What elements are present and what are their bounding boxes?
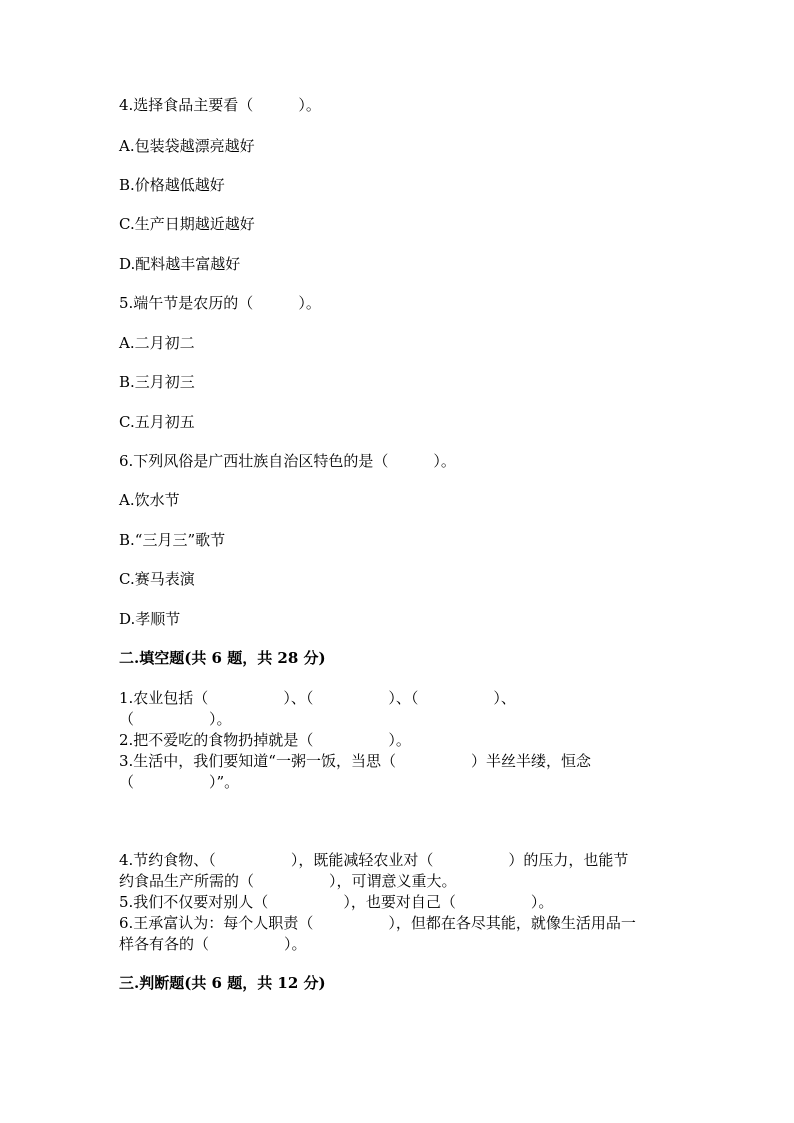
- question-6-option-c: C.赛马表演: [119, 570, 195, 588]
- question-4-option-b: B.价格越低越好: [119, 176, 225, 194]
- question-6-option-d: D.孝顺节: [119, 610, 181, 628]
- question-4-option-a: A.包装袋越漂亮越好: [119, 137, 255, 155]
- question-5-option-a: A.二月初二: [119, 334, 195, 352]
- question-5-stem: 5.端午节是农历的（ ）。: [119, 294, 321, 312]
- question-4-stem: 4.选择食品主要看（ ）。: [119, 96, 321, 114]
- question-6-option-b: B.“三月三”歌节: [119, 531, 226, 549]
- fill-line-4: 3.生活中，我们要知道“一粥一饭，当思（ ）半丝半缕，恒念: [119, 752, 591, 770]
- fill-line-9: 6.王承富认为：每个人职责（ ），但都在各尽其能，就像生活用品一: [119, 914, 636, 932]
- fill-line-1: 1.农业包括（ ）、（ ）、（ ）、: [119, 689, 516, 707]
- fill-line-2: （ ）。: [119, 710, 232, 728]
- fill-line-5: （ ）”。: [119, 773, 240, 791]
- question-4-option-d: D.配料越丰富越好: [119, 255, 241, 273]
- question-5-option-c: C.五月初五: [119, 413, 195, 431]
- question-5-option-b: B.三月初三: [119, 373, 195, 391]
- fill-line-8: 5.我们不仅要对别人（ ），也要对自己（ ）。: [119, 893, 554, 911]
- question-6-option-a: A.饮水节: [119, 491, 180, 509]
- section-fill-title: 二.填空题(共 6 题，共 28 分): [119, 649, 326, 667]
- fill-line-10: 样各有各的（ ）。: [119, 935, 307, 953]
- fill-line-6: 4.节约食物、（ ），既能减轻农业对（ ）的压力，也能节: [119, 851, 629, 869]
- fill-line-3: 2.把不爱吃的食物扔掉就是（ ）。: [119, 731, 411, 749]
- question-6-stem: 6.下列风俗是广西壮族自治区特色的是（ ）。: [119, 452, 456, 470]
- section-judge-title: 三.判断题(共 6 题，共 12 分): [119, 974, 326, 992]
- question-4-option-c: C.生产日期越近越好: [119, 215, 255, 233]
- fill-line-7: 约食品生产所需的（ ），可谓意义重大。: [119, 872, 457, 890]
